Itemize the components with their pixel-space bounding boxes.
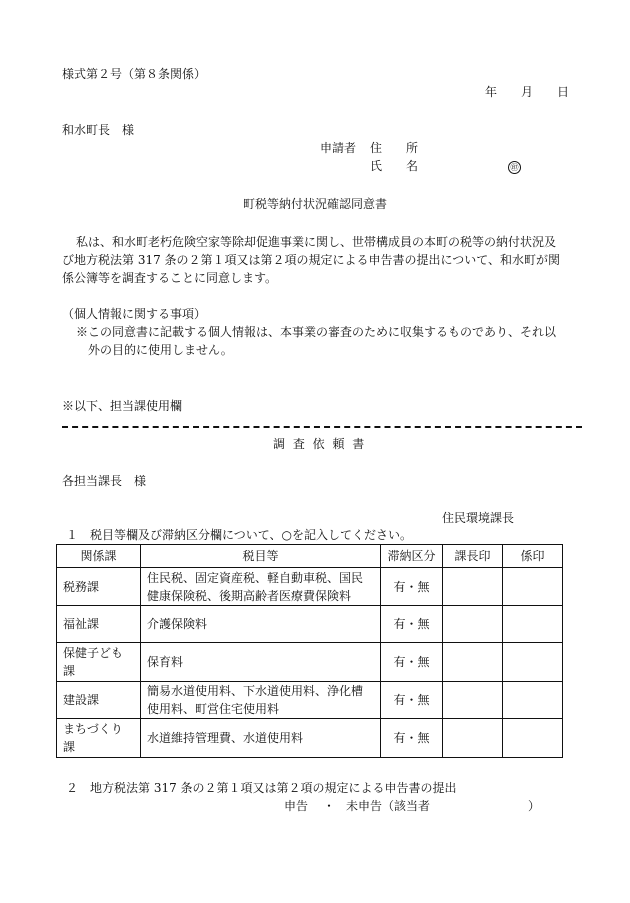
arrears-cell[interactable]: 有・無	[381, 643, 443, 682]
item-1-instruction: １ 税目等欄及び滞納区分欄について、○を記入してください。	[66, 528, 412, 542]
tax-items-cell	[141, 643, 381, 682]
body-line-3: 係公簿等を調査することに同意します。	[62, 271, 278, 285]
staff-seal-cell[interactable]	[503, 643, 563, 682]
tax-items-cell	[141, 682, 381, 719]
staff-seal-cell[interactable]	[503, 719, 563, 758]
privacy-heading: （個人情報に関する事項）	[62, 307, 207, 321]
seal-icon: ㊞	[508, 161, 521, 174]
request-sender: 住民環境課長	[442, 511, 515, 525]
header-tax-items: 税目等	[141, 545, 381, 568]
date-year: 年	[485, 85, 498, 99]
header-dept: 関係課	[57, 545, 141, 568]
privacy-line-1: ※この同意書に記載する個人情報は、本事業の審査のために収集するものであり、それ以	[76, 325, 557, 339]
arrears-cell[interactable]: 有・無	[381, 606, 443, 643]
tax-item-line: 住民税、固定資産税、軽自動車税、国民	[147, 570, 364, 585]
staff-seal-cell[interactable]	[503, 682, 563, 719]
item-2-instruction: ２ 地方税法第 317 条の２第１項又は第２項の規定による申告書の提出	[66, 781, 457, 795]
privacy-line-2: 外の目的に使用しません。	[88, 343, 233, 357]
name-label: 氏 名	[370, 159, 419, 173]
tax-item-line: 使用料、町営住宅使用料	[147, 702, 280, 716]
dept-cell: 保健子ども課	[57, 643, 141, 682]
declaration-close-paren: ）	[528, 799, 541, 813]
cut-line-divider	[62, 426, 582, 428]
tax-status-table	[56, 544, 563, 758]
staff-seal-cell[interactable]	[503, 606, 563, 643]
addressee: 和水町長 様	[62, 123, 135, 137]
tax-item-line: 健康保険税、後期高齢者医療費保険料	[147, 588, 352, 603]
document-title: 町税等納付状況確認同意書	[243, 197, 388, 211]
chief-seal-cell[interactable]	[443, 643, 503, 682]
arrears-cell[interactable]: 有・無	[381, 568, 443, 606]
request-title: 調 査 依 頼 書	[273, 437, 367, 451]
chief-seal-cell[interactable]	[443, 606, 503, 643]
arrears-cell[interactable]: 有・無	[381, 682, 443, 719]
staff-seal-cell[interactable]	[503, 568, 563, 606]
dept-cell: 建設課	[57, 682, 141, 719]
tax-items-cell	[141, 568, 381, 606]
table-row	[57, 719, 563, 758]
header-chief-seal: 課長印	[443, 545, 503, 568]
dept-cell: 税務課	[57, 568, 141, 606]
declaration-separator: ・	[323, 799, 336, 813]
header-arrears: 滞納区分	[381, 545, 443, 568]
body-line-1: 私は、和水町老朽危険空家等除却促進事業に関し、世帯構成員の本町の税等の納付状況及	[76, 235, 557, 249]
request-addressee: 各担当課長 様	[62, 474, 147, 488]
tax-item-line: 簡易水道使用料、下水道使用料、浄化槽	[147, 684, 364, 698]
table-row	[57, 568, 563, 606]
chief-seal-cell[interactable]	[443, 568, 503, 606]
dept-cell: まちづくり課	[57, 719, 141, 758]
declaration-not-filed[interactable]: 未申告（該当者	[346, 799, 431, 813]
table-row	[57, 606, 563, 643]
applicant-label: 申請者	[320, 141, 357, 155]
table-row	[57, 643, 563, 682]
date-month: 月	[521, 85, 534, 99]
tax-items-cell	[141, 606, 381, 643]
seal-mark	[508, 158, 521, 174]
staff-use-note: ※以下、担当課使用欄	[62, 399, 183, 413]
address-label: 住 所	[370, 141, 419, 155]
declaration-filed[interactable]: 申告	[284, 799, 309, 813]
tax-item-line: 水道維持管理費、水道使用料	[147, 731, 304, 745]
dept-cell: 福祉課	[57, 606, 141, 643]
header-staff-seal: 係印	[503, 545, 563, 568]
tax-item-line: 介護保険料	[147, 617, 208, 631]
date-day: 日	[557, 85, 570, 99]
form-number: 様式第２号（第８条関係）	[62, 67, 207, 81]
arrears-cell[interactable]: 有・無	[381, 719, 443, 758]
tax-item-line: 保育料	[147, 655, 184, 669]
chief-seal-cell[interactable]	[443, 719, 503, 758]
chief-seal-cell[interactable]	[443, 682, 503, 719]
tax-items-cell	[141, 719, 381, 758]
body-line-2: び地方税法第 317 条の２第１項又は第２項の規定による申告書の提出について、和水町が関	[62, 253, 561, 267]
table-row	[57, 682, 563, 719]
table-header-row	[57, 545, 563, 568]
